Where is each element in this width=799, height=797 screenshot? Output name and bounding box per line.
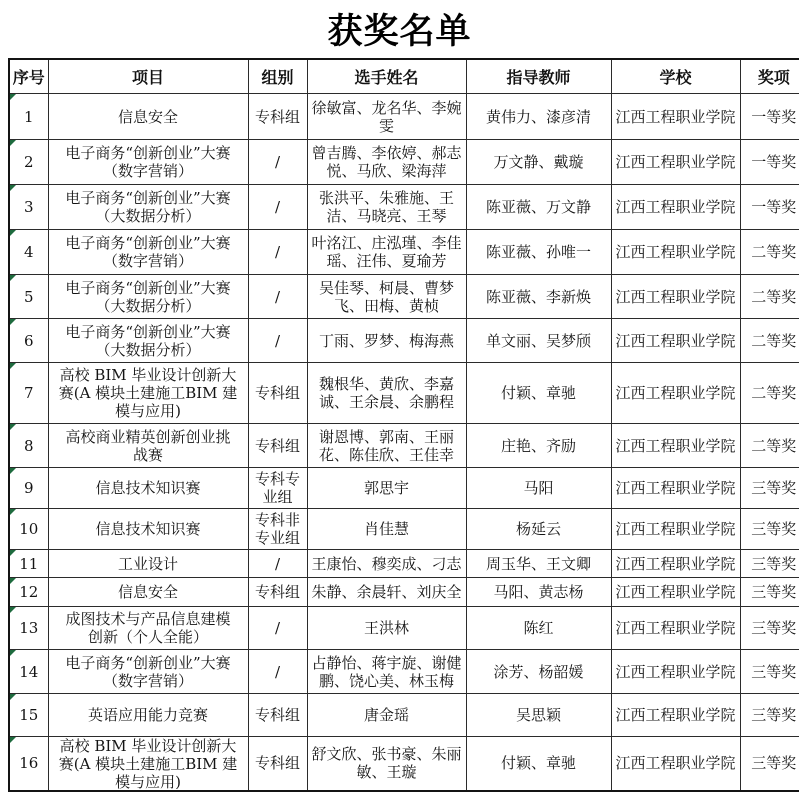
cell-no[interactable] bbox=[9, 185, 48, 230]
cell-project[interactable] bbox=[48, 468, 248, 509]
cell-text-project: 电子商务“创新创业”大赛（大数据分析） bbox=[65, 322, 231, 359]
cell-text-teachers: 马阳 bbox=[523, 479, 554, 497]
cell-text-award: 三等奖 bbox=[751, 662, 797, 681]
cell-no[interactable] bbox=[9, 468, 48, 509]
cell-text-no: 15 bbox=[19, 706, 39, 724]
cell-text-contestants: 占静怡、蒋宇旋、谢健鹏、饶心美、林玉梅 bbox=[311, 653, 462, 690]
cell-text-teachers: 涂芳、杨韶媛 bbox=[493, 662, 584, 681]
cell-no[interactable] bbox=[9, 694, 48, 737]
cell-award[interactable] bbox=[740, 363, 799, 424]
col-header-no: 序号 bbox=[9, 59, 48, 94]
cell-contestants[interactable] bbox=[307, 319, 466, 363]
cell-text-school: 江西工程职业学院 bbox=[615, 754, 736, 773]
page-title: 获奖名单 bbox=[327, 11, 472, 52]
cell-text-contestants: 王康怡、穆奕成、刁志 bbox=[311, 554, 462, 573]
col-header-project: 项目 bbox=[48, 59, 248, 94]
cell-award[interactable] bbox=[740, 550, 799, 578]
cell-text-no: 13 bbox=[19, 619, 39, 637]
table-body bbox=[9, 94, 799, 791]
cell-no[interactable] bbox=[9, 363, 48, 424]
cell-text-award: 三等奖 bbox=[751, 619, 797, 637]
cell-project[interactable] bbox=[48, 363, 248, 424]
table-row bbox=[9, 275, 799, 319]
cell-project[interactable] bbox=[48, 650, 248, 694]
cell-teachers[interactable] bbox=[466, 424, 611, 468]
cell-text-group: / bbox=[274, 619, 281, 637]
cell-teachers[interactable] bbox=[466, 607, 611, 650]
cell-project[interactable] bbox=[48, 230, 248, 275]
cell-school[interactable] bbox=[611, 363, 740, 424]
cell-contestants[interactable] bbox=[307, 468, 466, 509]
cell-text-no: 9 bbox=[23, 479, 34, 497]
cell-text-project: 电子商务“创新创业”大赛（数字营销） bbox=[65, 234, 231, 270]
cell-text-group: / bbox=[274, 331, 281, 350]
cell-text-project: 高校商业精英创新创业挑战赛 bbox=[65, 427, 231, 464]
cell-text-contestants: 张洪平、朱雅施、王洁、马晓亮、王琴 bbox=[318, 189, 454, 225]
cell-text-contestants: 舒文欣、张书豪、朱丽敏、王璇 bbox=[311, 745, 462, 782]
cell-text-contestants: 肖佳慧 bbox=[363, 520, 409, 538]
cell-text-group: 专科组 bbox=[254, 436, 300, 455]
cell-teachers[interactable] bbox=[466, 650, 611, 694]
cell-text-teachers: 陈红 bbox=[523, 619, 554, 637]
cell-text-school: 江西工程职业学院 bbox=[615, 153, 736, 171]
cell-text-group: 专科组 bbox=[254, 107, 300, 126]
cell-text-school: 江西工程职业学院 bbox=[615, 436, 736, 455]
cell-group[interactable] bbox=[248, 550, 307, 578]
table-row bbox=[9, 230, 799, 275]
table-row bbox=[9, 319, 799, 363]
cell-contestants[interactable] bbox=[307, 737, 466, 791]
excel-error-triangle-icon bbox=[10, 694, 16, 700]
cell-text-school: 江西工程职业学院 bbox=[615, 662, 736, 681]
cell-school[interactable] bbox=[611, 509, 740, 550]
table-row bbox=[9, 509, 799, 550]
cell-text-school: 江西工程职业学院 bbox=[615, 583, 736, 601]
cell-project[interactable] bbox=[48, 424, 248, 468]
excel-error-triangle-icon bbox=[10, 363, 16, 369]
table-row bbox=[9, 550, 799, 578]
cell-contestants[interactable] bbox=[307, 578, 466, 607]
cell-text-award: 二等奖 bbox=[751, 331, 797, 350]
cell-text-teachers: 陈亚薇、孙唯一 bbox=[485, 243, 591, 261]
cell-text-group: 专科专业组 bbox=[254, 470, 300, 506]
header-row bbox=[9, 59, 799, 94]
cell-text-project: 成图技术与产品信息建模创新（个人全能） bbox=[65, 610, 231, 646]
col-header-contestants: 选手姓名 bbox=[307, 59, 466, 94]
cell-text-teachers: 付颖、章驰 bbox=[500, 754, 576, 773]
cell-contestants[interactable] bbox=[307, 607, 466, 650]
cell-group[interactable] bbox=[248, 363, 307, 424]
cell-text-school: 江西工程职业学院 bbox=[615, 554, 736, 573]
cell-text-no: 4 bbox=[23, 243, 34, 261]
table-row bbox=[9, 694, 799, 737]
cell-text-contestants: 丁雨、罗梦、梅海燕 bbox=[318, 331, 454, 350]
cell-school[interactable] bbox=[611, 424, 740, 468]
cell-text-contestants: 曾吉腾、李依婷、郝志悦、马欣、梁海萍 bbox=[311, 144, 462, 180]
cell-no[interactable] bbox=[9, 94, 48, 140]
cell-contestants[interactable] bbox=[307, 509, 466, 550]
cell-text-award: 二等奖 bbox=[751, 436, 797, 455]
cell-text-award: 三等奖 bbox=[751, 754, 797, 773]
cell-text-project: 英语应用能力竞赛 bbox=[87, 706, 208, 724]
excel-error-triangle-icon bbox=[10, 424, 16, 430]
cell-award[interactable] bbox=[740, 578, 799, 607]
cell-text-contestants: 徐敏富、龙名华、李婉雯 bbox=[311, 98, 462, 135]
cell-school[interactable] bbox=[611, 140, 740, 185]
cell-school[interactable] bbox=[611, 275, 740, 319]
cell-text-teachers: 周玉华、王文卿 bbox=[485, 554, 591, 573]
cell-text-award: 二等奖 bbox=[751, 287, 797, 306]
cell-text-project: 电子商务“创新创业”大赛（数字营销） bbox=[65, 144, 231, 180]
cell-award[interactable] bbox=[740, 185, 799, 230]
cell-text-no: 3 bbox=[23, 198, 34, 216]
cell-text-award: 一等奖 bbox=[751, 198, 797, 216]
table-row bbox=[9, 737, 799, 791]
cell-teachers[interactable] bbox=[466, 694, 611, 737]
table-row bbox=[9, 650, 799, 694]
cell-project[interactable] bbox=[48, 607, 248, 650]
cell-text-group: / bbox=[274, 198, 281, 216]
table-row bbox=[9, 468, 799, 509]
cell-group[interactable] bbox=[248, 94, 307, 140]
cell-contestants[interactable] bbox=[307, 275, 466, 319]
cell-award[interactable] bbox=[740, 424, 799, 468]
cell-teachers[interactable] bbox=[466, 275, 611, 319]
excel-error-triangle-icon bbox=[10, 140, 16, 146]
cell-project[interactable] bbox=[48, 694, 248, 737]
cell-text-project: 电子商务“创新创业”大赛（数字营销） bbox=[65, 653, 231, 690]
cell-text-teachers: 陈亚薇、万文静 bbox=[485, 198, 591, 216]
cell-teachers[interactable] bbox=[466, 185, 611, 230]
cell-project[interactable] bbox=[48, 737, 248, 791]
cell-school[interactable] bbox=[611, 468, 740, 509]
cell-text-school: 江西工程职业学院 bbox=[615, 706, 736, 724]
cell-teachers[interactable] bbox=[466, 468, 611, 509]
cell-no[interactable] bbox=[9, 319, 48, 363]
cell-text-no: 8 bbox=[23, 436, 34, 455]
cell-contestants[interactable] bbox=[307, 363, 466, 424]
cell-text-group: 专科组 bbox=[254, 384, 300, 402]
cell-group[interactable] bbox=[248, 185, 307, 230]
excel-error-triangle-icon bbox=[10, 650, 16, 656]
cell-text-teachers: 付颖、章驰 bbox=[500, 384, 576, 402]
cell-group[interactable] bbox=[248, 694, 307, 737]
cell-text-contestants: 吴佳琴、柯晨、曹梦飞、田梅、黄桢 bbox=[318, 278, 454, 315]
cell-award[interactable] bbox=[740, 319, 799, 363]
excel-error-triangle-icon bbox=[10, 319, 16, 325]
cell-text-no: 5 bbox=[23, 287, 34, 306]
cell-text-school: 江西工程职业学院 bbox=[615, 243, 736, 261]
cell-text-teachers: 黄伟力、漆彦清 bbox=[485, 107, 591, 126]
cell-text-group: / bbox=[274, 243, 281, 261]
excel-error-triangle-icon bbox=[10, 185, 16, 191]
cell-text-no: 7 bbox=[23, 384, 34, 402]
cell-text-teachers: 庄艳、齐励 bbox=[500, 436, 576, 455]
cell-project[interactable] bbox=[48, 509, 248, 550]
cell-no[interactable] bbox=[9, 275, 48, 319]
cell-text-project: 高校 BIM 毕业设计创新大赛(A 模块土建施工BIM 建模与应用) bbox=[58, 366, 238, 420]
cell-text-group: / bbox=[274, 287, 281, 306]
cell-group[interactable] bbox=[248, 424, 307, 468]
cell-text-award: 二等奖 bbox=[751, 243, 797, 261]
excel-error-triangle-icon bbox=[10, 230, 16, 236]
cell-text-teachers: 万文静、戴璇 bbox=[493, 153, 584, 171]
cell-text-school: 江西工程职业学院 bbox=[615, 107, 736, 126]
cell-group[interactable] bbox=[248, 140, 307, 185]
cell-text-school: 江西工程职业学院 bbox=[615, 287, 736, 306]
cell-group[interactable] bbox=[248, 275, 307, 319]
cell-text-project: 高校 BIM 毕业设计创新大赛(A 模块土建施工BIM 建模与应用) bbox=[58, 737, 238, 790]
cell-text-award: 三等奖 bbox=[751, 554, 797, 573]
cell-text-award: 三等奖 bbox=[751, 479, 797, 497]
table-row bbox=[9, 94, 799, 140]
cell-teachers[interactable] bbox=[466, 230, 611, 275]
cell-text-teachers: 马阳、黄志杨 bbox=[493, 583, 584, 601]
cell-contestants[interactable] bbox=[307, 230, 466, 275]
cell-group[interactable] bbox=[248, 468, 307, 509]
cell-school[interactable] bbox=[611, 230, 740, 275]
excel-error-triangle-icon bbox=[10, 509, 16, 515]
cell-teachers[interactable] bbox=[466, 737, 611, 791]
cell-text-project: 信息安全 bbox=[117, 107, 178, 126]
cell-no[interactable] bbox=[9, 650, 48, 694]
cell-contestants[interactable] bbox=[307, 694, 466, 737]
cell-text-award: 一等奖 bbox=[751, 153, 797, 171]
cell-award[interactable] bbox=[740, 468, 799, 509]
cell-school[interactable] bbox=[611, 94, 740, 140]
cell-text-contestants: 朱静、余晨轩、刘庆全 bbox=[311, 583, 462, 601]
cell-teachers[interactable] bbox=[466, 363, 611, 424]
cell-text-project: 信息安全 bbox=[117, 583, 178, 601]
cell-group[interactable] bbox=[248, 319, 307, 363]
cell-text-no: 2 bbox=[23, 153, 34, 171]
cell-text-project: 电子商务“创新创业”大赛（大数据分析） bbox=[65, 278, 231, 315]
cell-text-no: 16 bbox=[19, 754, 39, 773]
cell-group[interactable] bbox=[248, 230, 307, 275]
cell-award[interactable] bbox=[740, 694, 799, 737]
cell-project[interactable] bbox=[48, 319, 248, 363]
cell-school[interactable] bbox=[611, 578, 740, 607]
cell-group[interactable] bbox=[248, 509, 307, 550]
cell-text-contestants: 唐金瑶 bbox=[363, 706, 409, 724]
excel-error-triangle-icon bbox=[10, 737, 16, 743]
cell-text-contestants: 郭思宇 bbox=[363, 479, 409, 497]
excel-error-triangle-icon bbox=[10, 578, 16, 584]
cell-school[interactable] bbox=[611, 319, 740, 363]
cell-group[interactable] bbox=[248, 737, 307, 791]
cell-project[interactable] bbox=[48, 578, 248, 607]
excel-error-triangle-icon bbox=[10, 468, 16, 474]
cell-text-project: 信息技术知识赛 bbox=[95, 479, 201, 497]
cell-teachers[interactable] bbox=[466, 319, 611, 363]
cell-text-group: / bbox=[274, 554, 281, 573]
cell-school[interactable] bbox=[611, 737, 740, 791]
cell-contestants[interactable] bbox=[307, 185, 466, 230]
cell-award[interactable] bbox=[740, 650, 799, 694]
cell-project[interactable] bbox=[48, 185, 248, 230]
cell-award[interactable] bbox=[740, 737, 799, 791]
cell-text-no: 14 bbox=[19, 662, 39, 681]
cell-text-teachers: 吴思颖 bbox=[515, 706, 561, 724]
cell-text-contestants: 叶洺江、庄泓瑾、李佳瑶、汪伟、夏瑜芳 bbox=[311, 234, 462, 270]
cell-contestants[interactable] bbox=[307, 94, 466, 140]
cell-text-no: 6 bbox=[23, 331, 34, 350]
cell-school[interactable] bbox=[611, 650, 740, 694]
cell-text-no: 10 bbox=[19, 520, 39, 538]
cell-teachers[interactable] bbox=[466, 140, 611, 185]
cell-text-award: 二等奖 bbox=[751, 384, 797, 402]
cell-no[interactable] bbox=[9, 607, 48, 650]
cell-contestants[interactable] bbox=[307, 650, 466, 694]
cell-text-award: 三等奖 bbox=[751, 706, 797, 724]
cell-contestants[interactable] bbox=[307, 424, 466, 468]
cell-text-award: 三等奖 bbox=[751, 520, 797, 538]
col-header-teachers: 指导教师 bbox=[466, 59, 611, 94]
cell-group[interactable] bbox=[248, 578, 307, 607]
cell-text-group: 专科组 bbox=[254, 706, 300, 724]
table-row bbox=[9, 140, 799, 185]
cell-award[interactable] bbox=[740, 140, 799, 185]
cell-text-project: 信息技术知识赛 bbox=[95, 520, 201, 538]
excel-error-triangle-icon bbox=[10, 275, 16, 281]
cell-teachers[interactable] bbox=[466, 550, 611, 578]
cell-no[interactable] bbox=[9, 424, 48, 468]
cell-text-no: 11 bbox=[19, 554, 39, 573]
col-header-school: 学校 bbox=[611, 59, 740, 94]
cell-teachers[interactable] bbox=[466, 578, 611, 607]
cell-no[interactable] bbox=[9, 550, 48, 578]
table-row bbox=[9, 578, 799, 607]
cell-text-award: 一等奖 bbox=[751, 107, 797, 126]
cell-no[interactable] bbox=[9, 509, 48, 550]
cell-text-award: 三等奖 bbox=[751, 583, 797, 601]
col-header-group: 组别 bbox=[248, 59, 307, 94]
cell-text-project: 电子商务“创新创业”大赛（大数据分析） bbox=[65, 189, 231, 225]
cell-project[interactable] bbox=[48, 94, 248, 140]
cell-school[interactable] bbox=[611, 550, 740, 578]
cell-contestants[interactable] bbox=[307, 550, 466, 578]
cell-no[interactable] bbox=[9, 230, 48, 275]
cell-text-teachers: 杨延云 bbox=[515, 520, 561, 538]
cell-text-school: 江西工程职业学院 bbox=[615, 520, 736, 538]
cell-award[interactable] bbox=[740, 607, 799, 650]
cell-text-no: 12 bbox=[19, 583, 39, 601]
cell-text-no: 1 bbox=[23, 107, 34, 126]
cell-no[interactable] bbox=[9, 140, 48, 185]
cell-text-group: / bbox=[274, 153, 281, 171]
table-row bbox=[9, 363, 799, 424]
cell-text-school: 江西工程职业学院 bbox=[615, 331, 736, 350]
col-header-award: 奖项 bbox=[740, 59, 799, 94]
cell-school[interactable] bbox=[611, 694, 740, 737]
cell-project[interactable] bbox=[48, 275, 248, 319]
excel-error-triangle-icon bbox=[10, 550, 16, 556]
table-row bbox=[9, 185, 799, 230]
cell-project[interactable] bbox=[48, 140, 248, 185]
cell-text-contestants: 谢恩博、郭南、王丽花、陈佳欣、王佳幸 bbox=[318, 427, 454, 464]
cell-text-group: 专科组 bbox=[254, 583, 300, 601]
cell-contestants[interactable] bbox=[307, 140, 466, 185]
table-row bbox=[9, 424, 799, 468]
table-row bbox=[9, 607, 799, 650]
cell-teachers[interactable] bbox=[466, 94, 611, 140]
cell-group[interactable] bbox=[248, 607, 307, 650]
awards-table bbox=[8, 58, 799, 792]
cell-project[interactable] bbox=[48, 550, 248, 578]
cell-text-group: 专科非专业组 bbox=[254, 511, 300, 547]
cell-text-school: 江西工程职业学院 bbox=[615, 619, 736, 637]
cell-text-teachers: 单文丽、吴梦颀 bbox=[485, 331, 591, 350]
cell-text-contestants: 王洪林 bbox=[363, 619, 409, 637]
cell-text-teachers: 陈亚薇、李新焕 bbox=[485, 287, 591, 306]
cell-text-school: 江西工程职业学院 bbox=[615, 384, 736, 402]
cell-group[interactable] bbox=[248, 650, 307, 694]
cell-teachers[interactable] bbox=[466, 509, 611, 550]
excel-error-triangle-icon bbox=[10, 94, 16, 100]
cell-text-contestants: 魏根华、黄欣、李嘉诚、王余晨、余鹏程 bbox=[318, 375, 454, 411]
excel-error-triangle-icon bbox=[10, 607, 16, 613]
cell-text-group: / bbox=[274, 662, 281, 681]
cell-text-group: 专科组 bbox=[254, 754, 300, 773]
cell-school[interactable] bbox=[611, 607, 740, 650]
cell-award[interactable] bbox=[740, 509, 799, 550]
cell-school[interactable] bbox=[611, 185, 740, 230]
cell-award[interactable] bbox=[740, 275, 799, 319]
cell-no[interactable] bbox=[9, 578, 48, 607]
cell-text-project: 工业设计 bbox=[117, 554, 178, 573]
cell-award[interactable] bbox=[740, 94, 799, 140]
cell-no[interactable] bbox=[9, 737, 48, 791]
cell-award[interactable] bbox=[740, 230, 799, 275]
cell-text-school: 江西工程职业学院 bbox=[615, 479, 736, 497]
cell-text-school: 江西工程职业学院 bbox=[615, 198, 736, 216]
